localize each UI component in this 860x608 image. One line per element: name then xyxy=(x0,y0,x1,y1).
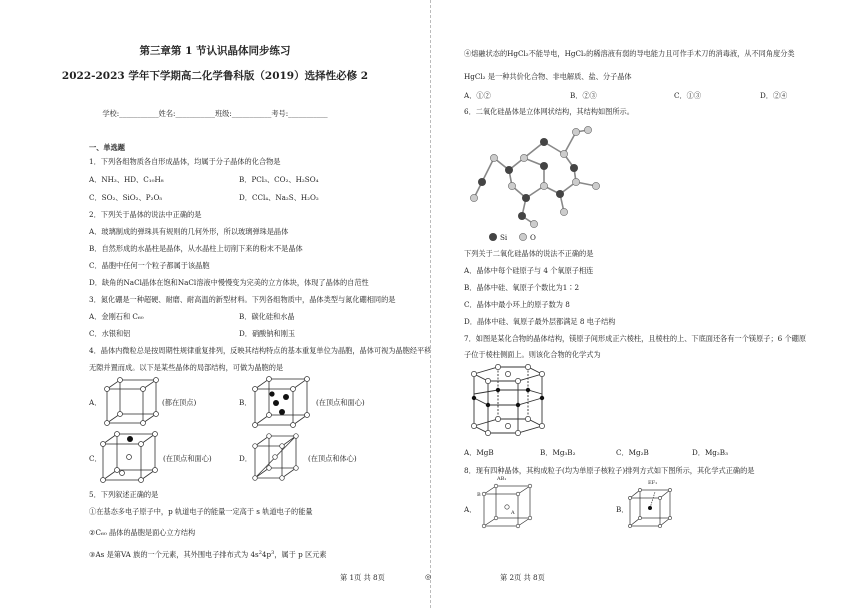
q4-option-b-cube-figure xyxy=(252,376,312,428)
q6-stem: 6．二氧化硅晶体是立体网状结构，其结构如图所示。 xyxy=(464,107,634,116)
q1-option-d: D．CCl₄、Na₂S、H₂O₂ xyxy=(239,193,319,202)
q2-option-c: C．晶胞中任何一个粒子都属于该晶胞 xyxy=(89,261,210,270)
q5-statement-3-part-c: ，属于 p 区元素 xyxy=(274,550,327,559)
student-info-line: 学校:___________姓名:___________班级:___________考号:___________ xyxy=(102,109,328,118)
q1-option-a: A．NH₃、HD、C₁₀H₈ xyxy=(89,175,164,184)
q8-option-a-cube-figure xyxy=(478,480,536,532)
q8-option-b-top-label: EF₁ xyxy=(648,480,658,486)
q5-option-c: C．①③ xyxy=(674,91,702,100)
q6-legend-o-marker xyxy=(518,232,530,244)
right-page xyxy=(430,0,860,608)
q4-option-c-label: C． xyxy=(89,454,102,463)
q5-statement-3 xyxy=(89,549,327,559)
q6-question: 下列关于二氧化硅晶体的说法不正确的是 xyxy=(464,249,594,258)
q4-option-a-note: (都在顶点) xyxy=(162,398,197,407)
q4-option-c-note: (在顶点和面心) xyxy=(163,454,212,463)
q4-stem-line1: 4．晶体内微粒总是按周期性规律重复排列，反映其结构特点的基本重复单位为晶胞，晶体可视为晶胞经平移 xyxy=(89,346,432,355)
q5-statement-4-line2: HgCl₂ 是一种共价化合物、非电解质、盐、分子晶体 xyxy=(464,72,632,81)
q7-option-b: B．Mg₃B₂ xyxy=(540,448,576,457)
q8-stem: 8．现有四种晶体，其构成粒子(均为单原子核粒子)排列方式如下图所示，其化学式正确的是 xyxy=(464,466,755,475)
q5-statement-3-part-b: 4p xyxy=(261,550,272,559)
q4-stem-line2: 无隙并置而成。以下是某些晶体的局部结构，可做为晶胞的是 xyxy=(89,363,284,372)
q5-statement-1: ①在基态多电子原子中，p 轨道电子的能量一定高于 s 轨道电子的能量 xyxy=(89,507,313,516)
q6-option-d: D．晶体中硅、氧原子最外层都满足 8 电子结构 xyxy=(464,317,616,326)
q5-statement-3-superscript-1: 2 xyxy=(258,550,262,556)
q5-option-d: D．②④ xyxy=(760,91,788,100)
q3-stem: 3．氮化硼是一种超硬、耐磨、耐高温的新型材料。下列各组物质中，晶体类型与氮化硼相同的是 xyxy=(89,295,396,304)
q2-stem: 2．下列关于晶体的说法中正确的是 xyxy=(89,210,202,219)
q8-option-b-label: B． xyxy=(616,505,629,514)
q1-stem: 1．下列各组物质各自形成晶体，均属于分子晶体的化合物是 xyxy=(89,157,281,166)
document-subtitle: 2022-2023 学年下学期高二化学鲁科版（2019）选择性必修 2 xyxy=(61,70,369,82)
q4-option-d-note: (在顶点和体心) xyxy=(308,454,357,463)
q3-option-b: B．碳化硅和水晶 xyxy=(239,312,295,321)
q3-option-d: D．硝酸钠和刚玉 xyxy=(239,329,296,338)
q4-option-a-cube-figure xyxy=(104,377,160,427)
q1-option-c: C．SO₂、SiO₂、P₂O₅ xyxy=(89,193,163,202)
q2-option-d: D．缺角的NaCl晶体在饱和NaCl溶液中慢慢变为完美的立方体块，体现了晶体的自范性 xyxy=(89,278,369,287)
q2-option-b: B．自然形成的水晶柱是晶体，从水晶柱上切削下来的粉末不是晶体 xyxy=(89,244,303,253)
q5-stem: 5．下列叙述正确的是 xyxy=(89,490,159,499)
q7-stem-line1: 7．如图是某化合物的晶体结构，镁原子间形成正六棱柱，且棱柱的上、下底面还各有一个镁原子；6 个硼原 xyxy=(464,334,807,343)
q4-option-c-cube-figure xyxy=(100,431,160,483)
q6-legend-si-label: Si xyxy=(500,233,508,242)
q6-option-c: C．晶体中最小环上的原子数为 8 xyxy=(464,300,570,309)
q8-option-a-a-label: A xyxy=(511,510,515,516)
q6-option-b: B．晶体中硅、氧原子个数比为1∶2 xyxy=(464,283,580,292)
document-title: 第三章第 1 节认识晶体同步练习 xyxy=(139,45,291,57)
q5-statement-3-superscript-2: 3 xyxy=(271,550,275,556)
q5-statement-3-part-a: ③As 是第VA 族的一个元素，其外围电子排布式为 4s xyxy=(89,550,259,559)
q3-option-c: C．水银和铝 xyxy=(89,329,131,338)
q3-option-a: A．金刚石和 C₆₀ xyxy=(89,312,144,321)
q7-stem-line2: 子位于棱柱侧面上。则该化合物的化学式为 xyxy=(464,350,601,359)
q4-option-d-prism-figure xyxy=(252,432,304,482)
q6-silica-structure-figure xyxy=(464,120,624,232)
q8-option-a-top-label: AB₁ xyxy=(497,476,507,482)
footer-center-mark: ◎ xyxy=(425,572,432,581)
q8-option-a-label: A． xyxy=(464,505,477,514)
q2-option-a: A．玻璃制成的弹珠具有规则的几何外形，所以玻璃弹珠是晶体 xyxy=(89,227,289,236)
section-heading: 一、单选题 xyxy=(89,143,125,152)
q6-legend-si-marker xyxy=(488,232,500,244)
q4-option-b-note: (在顶点和面心) xyxy=(316,398,365,407)
q6-legend-o-label: O xyxy=(530,233,536,242)
q5-option-a: A．①② xyxy=(464,91,491,100)
q4-option-d-label: D． xyxy=(239,454,252,463)
footer-page-right: 第 2页 共 8页 xyxy=(500,573,545,582)
q7-option-c: C．Mg₂B xyxy=(616,448,649,457)
q6-option-a: A．晶体中每个硅原子与 4 个氧原子相连 xyxy=(464,266,594,275)
q7-option-a: A．MgB xyxy=(464,448,494,457)
q5-statement-4-line1: ④熔融状态的HgCl₂不能导电，HgCl₂的稀溶液有弱的导电能力且可作手术刀的消毒液，从不同角度分类 xyxy=(464,49,795,58)
q1-option-b: B．PCl₃、CO₂、H₂SO₄ xyxy=(239,175,319,184)
q7-option-d: D．Mg₂B₃ xyxy=(692,448,728,457)
q8-option-b-cube-figure xyxy=(626,484,676,532)
q5-statement-2: ②C₆₀ 晶体的晶胞是面心立方结构 xyxy=(89,528,196,537)
q4-option-a-label: A． xyxy=(89,398,102,407)
q5-option-b: B．②③ xyxy=(570,91,597,100)
q8-option-a-b-label: B xyxy=(477,492,481,498)
footer-page-left: 第 1页 共 8页 xyxy=(340,573,385,582)
q4-option-b-label: B． xyxy=(239,398,252,407)
q7-hexagonal-prism-figure xyxy=(464,364,548,438)
